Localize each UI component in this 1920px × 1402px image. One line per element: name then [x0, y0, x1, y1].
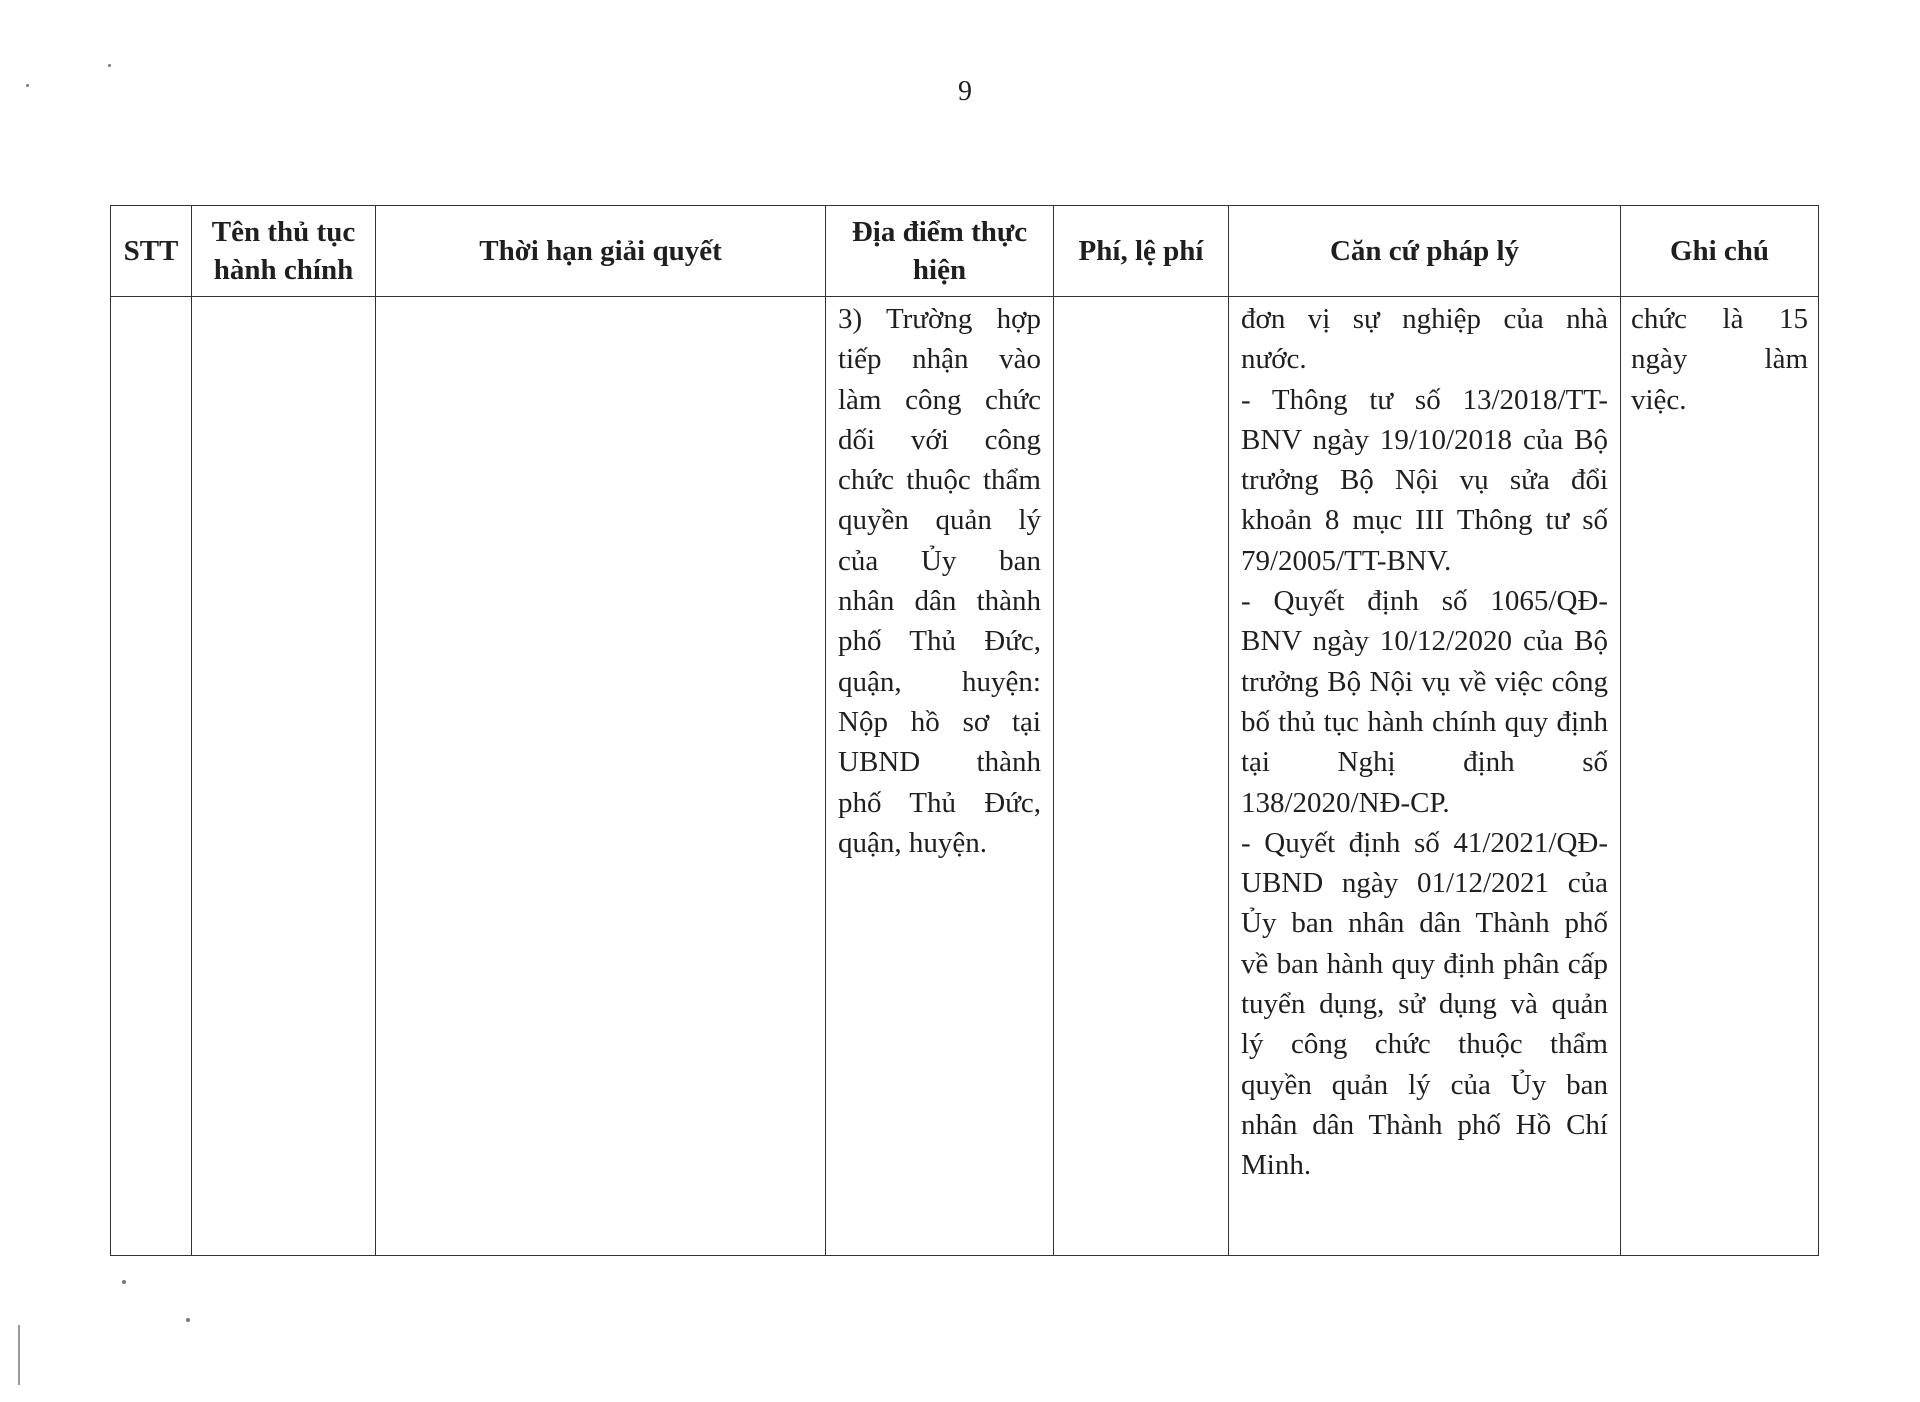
location-text	[826, 297, 1053, 863]
header-processing-time: Thời hạn giải quyết	[376, 206, 826, 297]
table-row	[111, 297, 1819, 1256]
scan-speck	[26, 84, 29, 87]
header-stt: STT	[111, 206, 192, 297]
text-line: UBND ngày 01/12/2021 của	[1241, 867, 1608, 900]
text-line: Minh.	[1241, 1149, 1312, 1182]
text-line: dối với công	[838, 423, 1041, 456]
text-line: nước.	[1241, 343, 1307, 376]
scan-edge-mark	[18, 1325, 20, 1385]
text-line: về ban hành quy định phân cấp	[1241, 947, 1608, 980]
text-line: lý công chức thuộc thẩm	[1241, 1028, 1608, 1061]
procedure-table	[110, 205, 1819, 1256]
scan-speck	[108, 64, 111, 67]
text-line: 3) Trường hợp	[838, 303, 1041, 335]
text-line: quận, huyện.	[838, 826, 987, 859]
text-line: 138/2020/NĐ-CP.	[1241, 786, 1450, 819]
cell-location	[826, 297, 1054, 1256]
header-legal-basis: Căn cứ pháp lý	[1229, 206, 1621, 297]
text-line: BNV ngày 10/12/2020 của Bộ	[1241, 625, 1608, 658]
text-line: tuyển dụng, sử dụng và quản	[1241, 988, 1608, 1021]
cell-stt	[111, 297, 192, 1256]
text-line: tiếp nhận vào	[838, 343, 1041, 376]
text-line: quyền quản lý của Ủy ban	[1241, 1068, 1608, 1101]
header-location: Địa điểm thực hiện	[826, 206, 1054, 297]
scan-speck	[122, 1280, 126, 1284]
text-line: nhân dân Thành phố Hồ Chí	[1241, 1108, 1608, 1141]
text-line: Nộp hồ sơ tại	[838, 705, 1041, 738]
page-number: 9	[958, 76, 972, 107]
text-line: nhân dân thành	[838, 585, 1041, 618]
cell-fees	[1054, 297, 1229, 1256]
cell-procedure-name	[192, 297, 376, 1256]
text-line: 79/2005/TT-BNV.	[1241, 544, 1452, 577]
text-line: phố Thủ Đức,	[838, 786, 1041, 819]
text-line: chức là 15	[1631, 303, 1808, 335]
cell-processing-time	[376, 297, 826, 1256]
text-line: UBND thành	[838, 746, 1041, 779]
header-notes: Ghi chú	[1621, 206, 1819, 297]
text-line: quyền quản lý	[838, 504, 1041, 537]
scan-speck	[186, 1318, 190, 1322]
text-line: phố Thủ Đức,	[838, 625, 1041, 658]
text-line: của Ủy ban	[838, 544, 1041, 577]
text-line: tại Nghị định số	[1241, 746, 1608, 779]
header-fees: Phí, lệ phí	[1054, 206, 1229, 297]
text-line: - Thông tư số 13/2018/TT-	[1241, 383, 1608, 416]
text-line: khoản 8 mục III Thông tư số	[1241, 504, 1608, 537]
legal-basis-text	[1229, 297, 1620, 1186]
text-line: chức thuộc thẩm	[838, 464, 1041, 497]
text-line: bố thủ tục hành chính quy định	[1241, 705, 1608, 738]
text-line: BNV ngày 19/10/2018 của Bộ	[1241, 423, 1608, 456]
text-line: Ủy ban nhân dân Thành phố	[1241, 907, 1608, 940]
cell-legal-basis	[1229, 297, 1621, 1256]
text-line: việc.	[1631, 383, 1687, 416]
text-line: - Quyết định số 41/2021/QĐ-	[1241, 826, 1608, 859]
text-line: trưởng Bộ Nội vụ sửa đổi	[1241, 464, 1608, 497]
cell-notes	[1621, 297, 1819, 1256]
text-line: ngày làm	[1631, 343, 1808, 376]
text-line: - Quyết định số 1065/QĐ-	[1241, 585, 1608, 618]
text-line: trưởng Bộ Nội vụ về việc công	[1241, 665, 1608, 698]
text-line: làm công chức	[838, 383, 1041, 416]
text-line: đơn vị sự nghiệp của nhà	[1241, 303, 1608, 335]
header-procedure-name: Tên thủ tục hành chính	[192, 206, 376, 297]
notes-text	[1621, 297, 1818, 420]
table-header-row	[111, 206, 1819, 297]
text-line: quận, huyện:	[838, 665, 1041, 698]
